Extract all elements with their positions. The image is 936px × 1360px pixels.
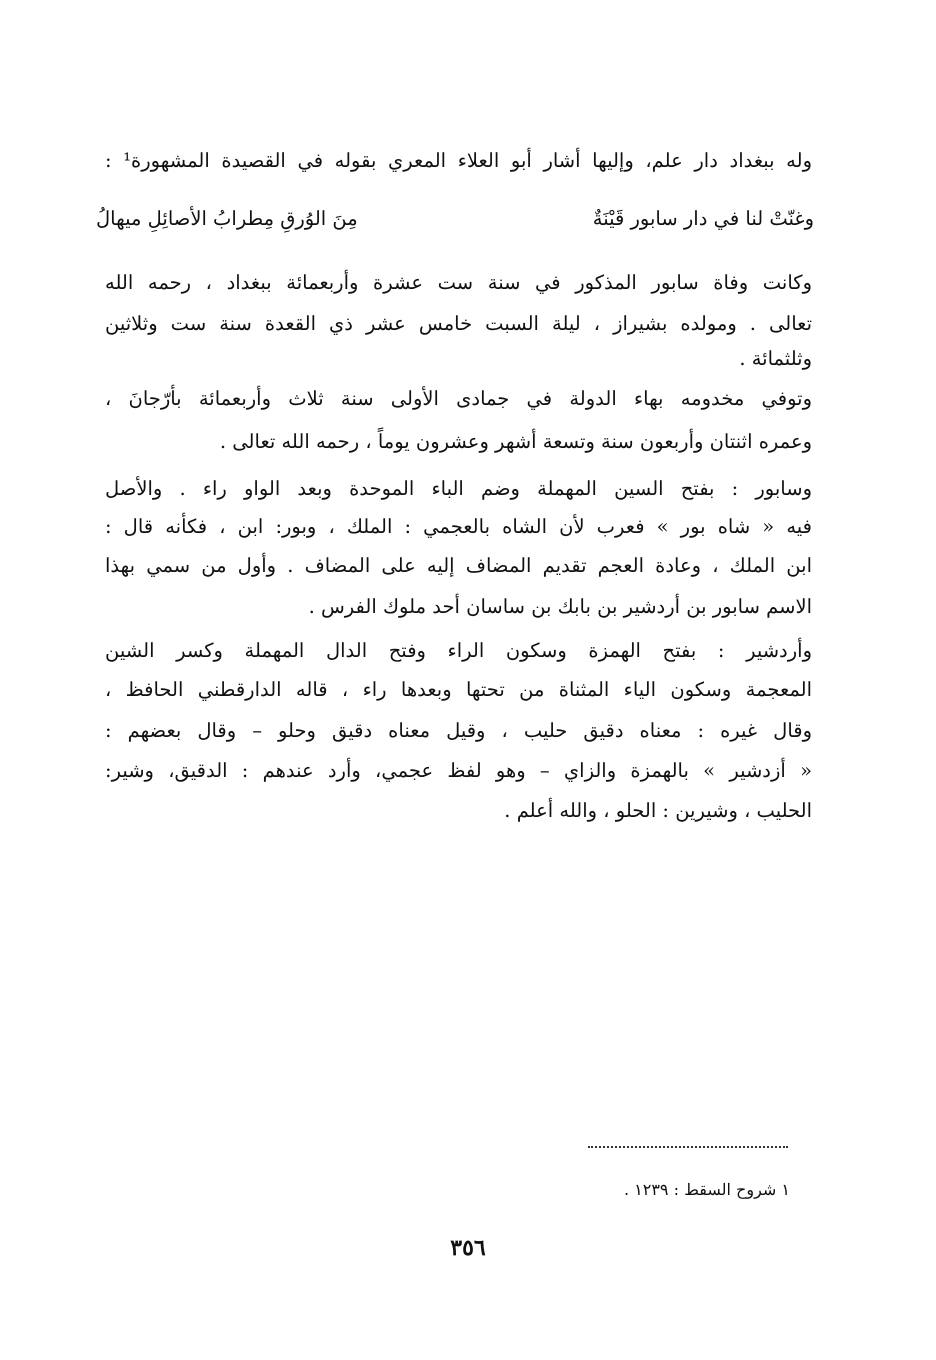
paragraph-3-line-2: فيه « شاه بور » فعرب لأن الشاه بالعجمي : الملك ، وبور: ابن ، فكأنه قال : [105,515,812,538]
paragraph-3-line-3: ابن الملك ، وعادة العجم تقديم المضاف إليه على المضاف . وأول من سمي بهذا [105,554,812,577]
page-number: ٣٥٦ [450,1235,486,1261]
verse [96,204,814,234]
verse-first-hemistich: وغنّتْ لنا في دار سابور قَيْنَةٌ [592,207,814,230]
paragraph-4-line-2: المعجمة وسكون الياء المثناة من تحتها وبعدها راء ، قاله الدارقطني الحافظ ، [105,678,812,701]
paragraph-3-line-1: وسابور : بفتح السين المهملة وضم الباء الموحدة وبعد الواو راء . والأصل [105,477,812,500]
paragraph-4-line-1: وأردشير : بفتح الهمزة وسكون الراء وفتح الدال المهملة وكسر الشين [105,639,812,662]
intro-line: وله ببغداد دار علم، وإليها أشار أبو العلاء المعري بقوله في القصيدة المشهورة¹ : [105,149,812,172]
paragraph-1-line-3: وثلثمائة . [739,347,812,370]
paragraph-1-line-2: تعالى . ومولده بشيراز ، ليلة السبت خامس عشر ذي القعدة سنة ست وثلاثين [105,312,812,335]
footnote-separator [588,1146,788,1148]
paragraph-4-line-4: « أزدشير » بالهمزة والزاي – وهو لفظ عجمي، وأرد عندهم : الدقيق، وشير: [105,759,812,782]
paragraph-4-line-3: وقال غيره : معناه دقيق حليب ، وقيل معناه دقيق وحلو – وقال بعضهم : [105,719,812,742]
footnote: ١ شروح السقط : ١٢٣٩ . [623,1180,790,1199]
paragraph-1-line-1: وكانت وفاة سابور المذكور في سنة ست عشرة وأربعمائة ببغداد ، رحمه الله [105,271,812,294]
paragraph-4-line-5: الحليب ، وشيرين : الحلو ، والله أعلم . [504,799,812,822]
paragraph-3-line-4: الاسم سابور بن أردشير بن بابك بن ساسان أحد ملوك الفرس . [308,595,812,618]
paragraph-2-line-2: وعمره اثنتان وأربعون سنة وتسعة أشهر وعشرون يوماً ، رحمه الله تعالى . [219,430,812,453]
verse-second-hemistich: مِنَ الوُرقِ مِطرابُ الأصائِلِ ميهالُ [96,207,358,230]
paragraph-2-line-1: وتوفي مخدومه بهاء الدولة في جمادى الأولى سنة ثلاث وأربعمائة بأرّجانَ ، [105,387,812,410]
